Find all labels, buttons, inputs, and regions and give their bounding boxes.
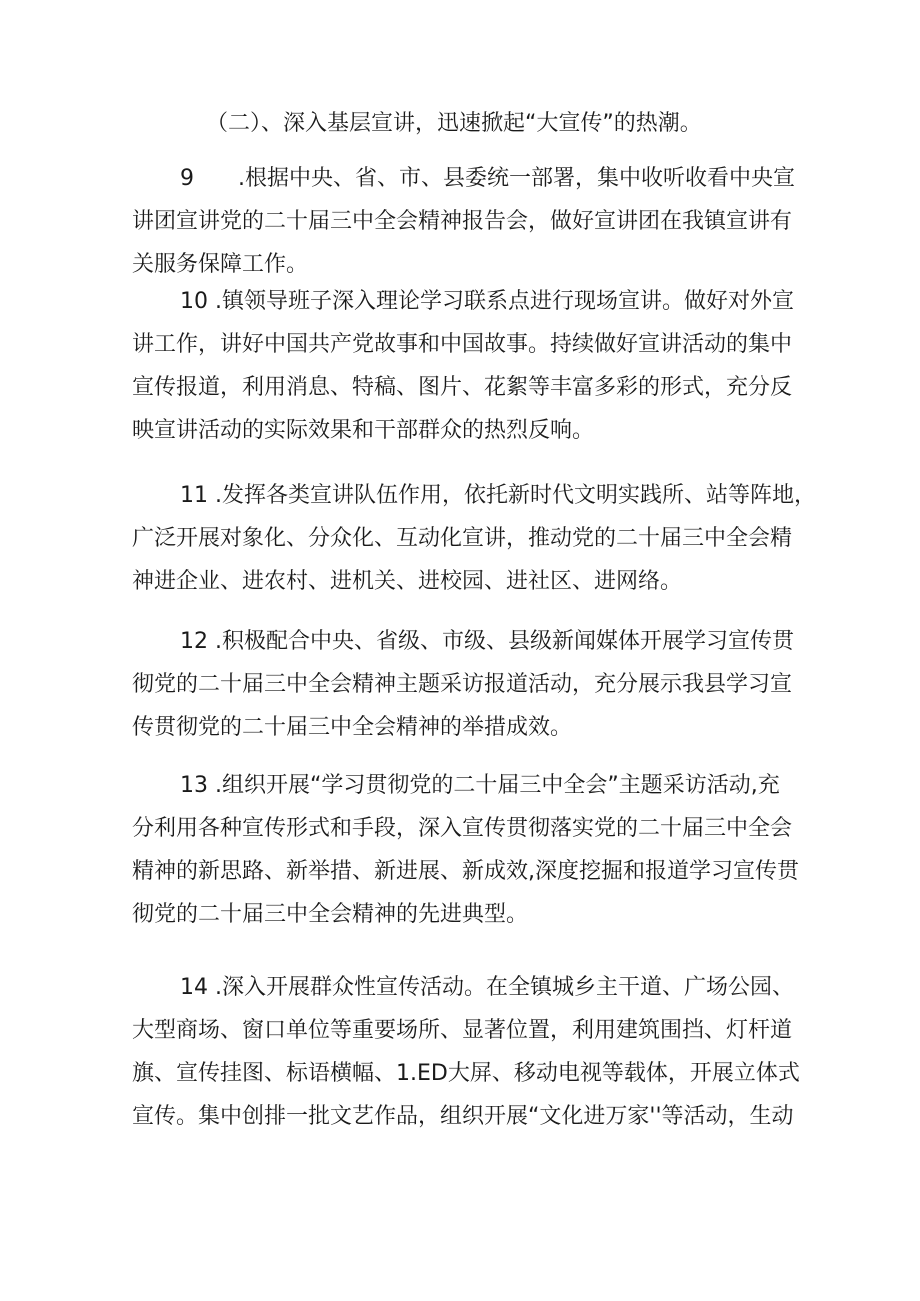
paragraph-line: 神进企业、进农村、进机关、进校园、进社区、进网络。 [132, 569, 683, 594]
paragraph-number: 13 [180, 773, 208, 798]
paragraph-12 [132, 620, 802, 749]
paragraph-text: .组织开展“学习贯彻党的二十届三中全会”主题采访活动,充 [208, 773, 780, 798]
paragraph-line: 传贯彻党的二十届三中全会精神的举措成效。 [132, 715, 573, 740]
paragraph-first-line [132, 280, 802, 323]
paragraph-line: 关服务保障工作。 [132, 252, 309, 277]
paragraph-line: 分利用各种宣传形式和手段，深入宣传贯彻落实党的二十届三中全会 [132, 816, 793, 841]
paragraph-number: 12 [180, 629, 208, 654]
paragraph-line: 精神的新思路、新举措、新进展、新成效,深度挖掘和报道学习宣传贯 [132, 859, 799, 884]
paragraph-first-line [132, 157, 802, 200]
paragraph-line: 彻党的二十届三中全会精神主题采访报道活动，充分展示我县学习宣 [132, 672, 793, 697]
paragraph-line: 宣传报道，利用消息、特稿、图片、花絮等丰富多彩的形式，充分反 [132, 375, 793, 400]
paragraph-text: .深入开展群众性宣传活动。在全镇城乡主干道、广场公园、 [208, 975, 794, 1000]
paragraph-11 [132, 474, 816, 603]
paragraph-first-line [132, 764, 802, 807]
paragraph-first-line [132, 966, 802, 1009]
paragraph-line: 大型商场、窗口单位等重要场所、显著位置，利用建筑围挡、灯杆道 [132, 1018, 793, 1043]
paragraph-text: .发挥各类宣讲队伍作用，依托新时代文明实践所、站等阵地， [208, 483, 816, 508]
paragraph-text: .积极配合中央、省级、市级、县级新闻媒体开展学习宣传贯 [208, 629, 794, 654]
paragraph-10 [132, 280, 802, 452]
paragraph-line: 广泛开展对象化、分众化、互动化宣讲，推动党的二十届三中全会精 [132, 526, 793, 551]
paragraph-line: 宣传。集中创排一批文艺作品，组织开展“文化进万家''等活动，生动 [132, 1104, 794, 1129]
paragraph-line: 讲工作，讲好中国共产党故事和中国故事。持续做好宣讲活动的集中 [132, 332, 793, 357]
paragraph-first-line [132, 474, 816, 517]
paragraph-text: .根据中央、省、市、县委统一部署，集中收听收看中央宣 [238, 166, 795, 191]
paragraph-14 [132, 966, 802, 1138]
paragraph-number: 11 [180, 483, 208, 508]
paragraph-9 [132, 157, 802, 286]
section-heading: （二）、深入基层宣讲，迅速掀起“大宣传”的热潮。 [206, 111, 702, 136]
paragraph-line: 讲团宣讲党的二十届三中全会精神报告会，做好宣讲团在我镇宣讲有 [132, 209, 793, 234]
paragraph-line: 旗、宣传挂图、标语横幅、1.ED大屏、移动电视等载体，开展立体式 [132, 1061, 800, 1086]
paragraph-line: 彻党的二十届三中全会精神的先进典型。 [132, 902, 529, 927]
paragraph-13 [132, 764, 802, 936]
paragraph-line: 映宣讲活动的实际效果和干部群众的热烈反响。 [132, 418, 595, 443]
paragraph-number: 14 [180, 975, 208, 1000]
paragraph-number: 10 [180, 289, 208, 314]
paragraph-text: .镇领导班子深入理论学习联系点进行现场宣讲。做好对外宣 [208, 289, 794, 314]
paragraph-first-line [132, 620, 802, 663]
paragraph-number: 9 [180, 166, 194, 191]
